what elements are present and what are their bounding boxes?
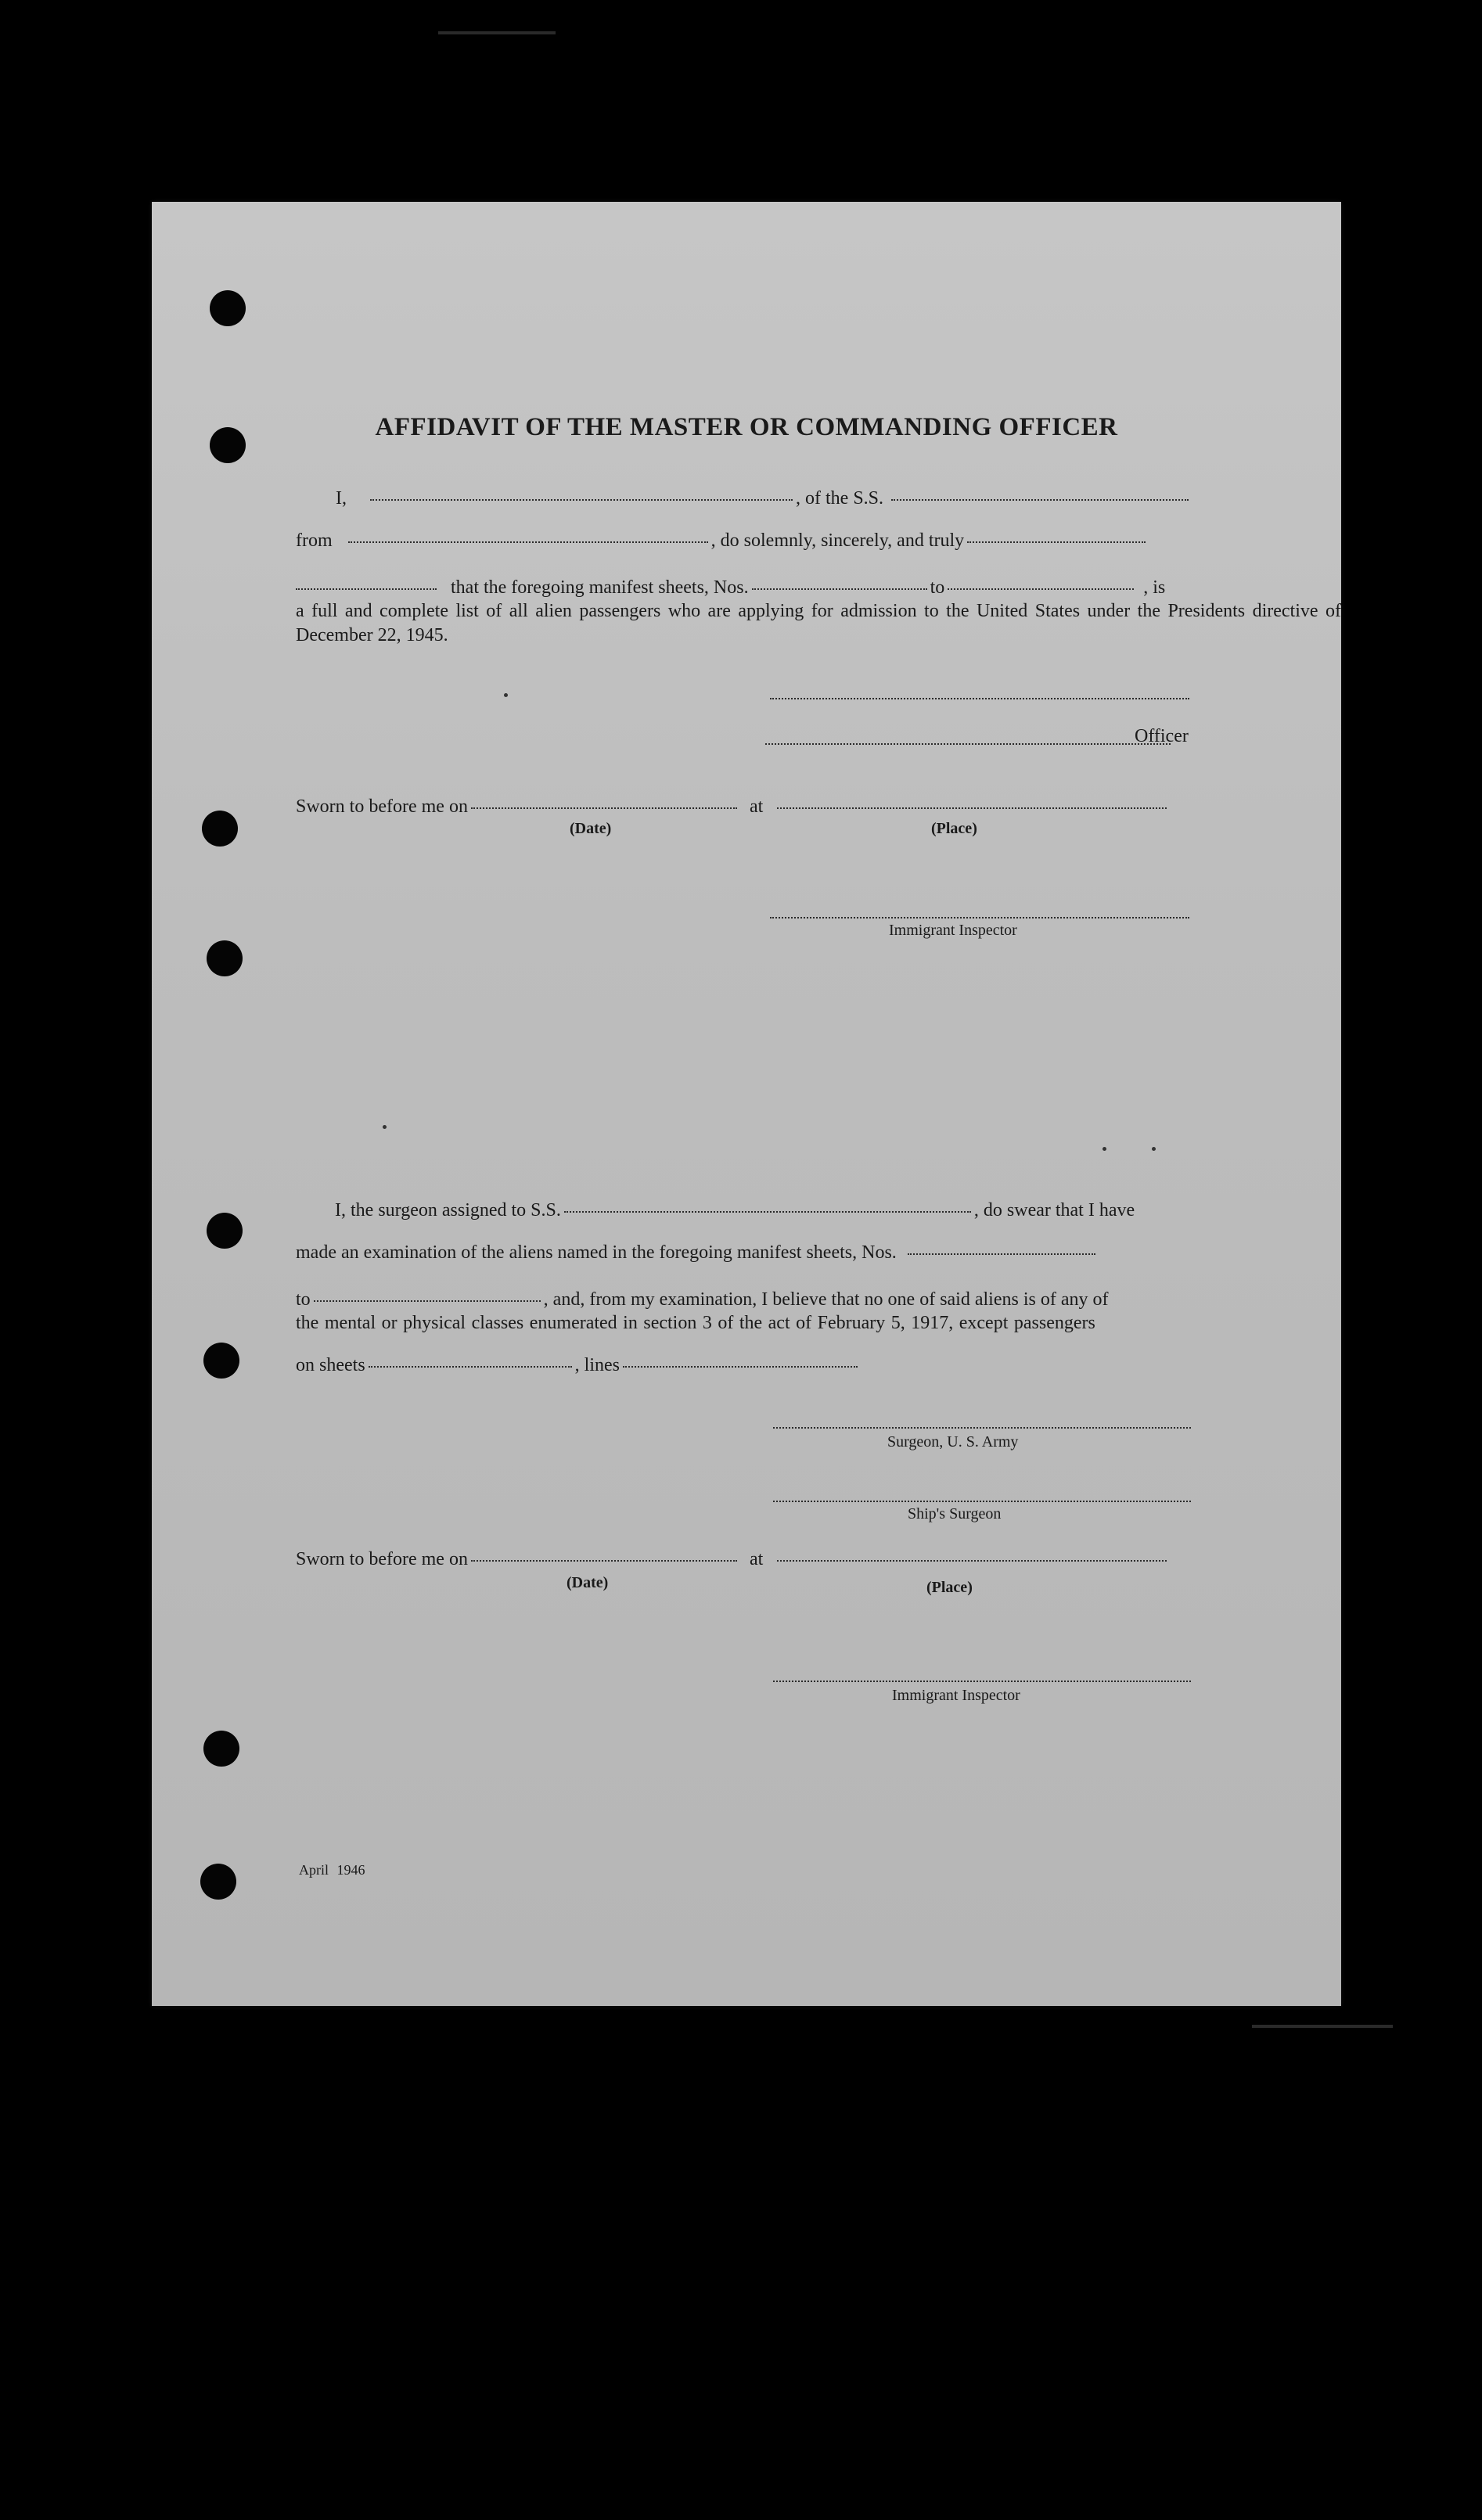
punch-hole <box>203 1731 239 1767</box>
surgeon-sworn-place-field[interactable] <box>777 1559 1167 1562</box>
punch-hole <box>207 1213 243 1249</box>
surgeon-swear-label: , do swear that I have <box>973 1200 1135 1220</box>
punch-hole <box>210 290 246 326</box>
surgeon-sheet-from-field[interactable] <box>908 1253 1095 1255</box>
date-caption: (Date) <box>570 820 612 837</box>
speck <box>383 1125 387 1129</box>
surgeon-line-5 <box>296 1355 861 1376</box>
examination-label: made an examination of the aliens named in the foregoing manifest sheets, Nos. <box>296 1242 897 1263</box>
port-from-field[interactable] <box>348 541 708 543</box>
sheet-no-to-field[interactable] <box>948 588 1134 590</box>
speck <box>1103 1147 1106 1151</box>
sworn-label: Sworn to before me on <box>296 796 468 817</box>
declaration-field[interactable] <box>967 541 1146 543</box>
surgeon-place-caption: (Place) <box>926 1579 973 1596</box>
lines-label: , lines <box>574 1355 620 1375</box>
scan-artifact-bottom <box>1252 2025 1393 2028</box>
is-label: , is <box>1143 577 1166 598</box>
surgeon-assigned-label: I, the surgeon assigned to S.S. <box>335 1200 561 1220</box>
master-name-field[interactable] <box>370 498 793 501</box>
of-ss-label: , of the S.S. <box>796 488 884 509</box>
army-surgeon-caption: Surgeon, U. S. Army <box>887 1433 1019 1451</box>
punch-hole <box>202 811 238 847</box>
i-label: I, <box>336 488 347 509</box>
surgeon-to-label: to <box>296 1289 311 1310</box>
officer-signature-line[interactable] <box>770 698 1189 699</box>
on-sheets-label: on sheets <box>296 1355 365 1375</box>
surgeon-line-4 <box>296 1313 1095 1334</box>
at-label: at <box>749 796 764 817</box>
surgeon-line-1 <box>335 1200 1135 1221</box>
speck <box>504 693 508 697</box>
except-lines-field[interactable] <box>623 1365 858 1368</box>
punch-hole <box>200 1864 236 1900</box>
master-sworn-line <box>296 796 1170 818</box>
ship-surgeon-signature-line[interactable] <box>773 1501 1191 1502</box>
ship-surgeon-caption: Ship's Surgeon <box>908 1505 1002 1522</box>
document-title: AFFIDAVIT OF THE MASTER OR COMMANDING OFFICER <box>375 413 1118 441</box>
master-line-2 <box>296 530 1149 552</box>
surgeon-sheet-to-field[interactable] <box>314 1300 541 1302</box>
affirm-field[interactable] <box>296 588 437 590</box>
scan-artifact-top <box>438 31 556 34</box>
from-label: from <box>296 530 333 551</box>
surgeon-date-caption: (Date) <box>567 1574 609 1591</box>
surgeon-sworn-date-field[interactable] <box>471 1559 737 1562</box>
sheet-no-from-field[interactable] <box>752 588 927 590</box>
sworn-place-field[interactable] <box>777 807 1167 809</box>
army-surgeon-signature-line[interactable] <box>773 1427 1191 1429</box>
punch-hole <box>203 1343 239 1379</box>
master-line-3 <box>296 577 1165 599</box>
surgeon-classes-label: the mental or physical classes enumerated in section 3 of the act of February 5, 1917, except passengers <box>296 1313 1095 1333</box>
swear-label: , do solemnly, sincerely, and truly <box>710 530 965 551</box>
surgeon-line-3 <box>296 1289 1108 1310</box>
surgeon-belief-label: , and, from my examination, I believe that no one of said aliens is of any of <box>543 1289 1109 1310</box>
inspector-caption: Immigrant Inspector <box>889 922 1017 939</box>
speck <box>1152 1147 1156 1151</box>
punch-hole <box>207 940 243 976</box>
master-paragraph: a full and complete list of all alien passengers who are applying for admission to the United States under the Presidents directive of December 22, 1945. <box>296 601 1341 645</box>
officer-title-line[interactable] <box>765 743 1171 745</box>
form-date: April 1946 <box>299 1862 365 1878</box>
ship-name-field[interactable] <box>891 498 1189 501</box>
place-caption: (Place) <box>931 820 977 837</box>
master-line-1 <box>336 488 1192 509</box>
to-label: to <box>930 577 945 598</box>
inspector-signature-line[interactable] <box>770 917 1189 918</box>
officer-label: Officer <box>1135 726 1189 746</box>
surgeon-inspector-signature-line[interactable] <box>773 1681 1191 1682</box>
surgeon-sworn-line <box>296 1549 1170 1570</box>
except-sheets-field[interactable] <box>369 1365 572 1368</box>
surgeon-ship-field[interactable] <box>564 1210 971 1213</box>
affidavit-sheet <box>152 202 1341 2006</box>
surgeon-line-2 <box>296 1242 1099 1264</box>
surgeon-inspector-caption: Immigrant Inspector <box>892 1687 1020 1704</box>
manifest-label: that the foregoing manifest sheets, Nos. <box>451 577 749 598</box>
surgeon-sworn-label: Sworn to before me on <box>296 1549 468 1569</box>
surgeon-at-label: at <box>749 1549 764 1569</box>
sworn-date-field[interactable] <box>471 807 737 809</box>
